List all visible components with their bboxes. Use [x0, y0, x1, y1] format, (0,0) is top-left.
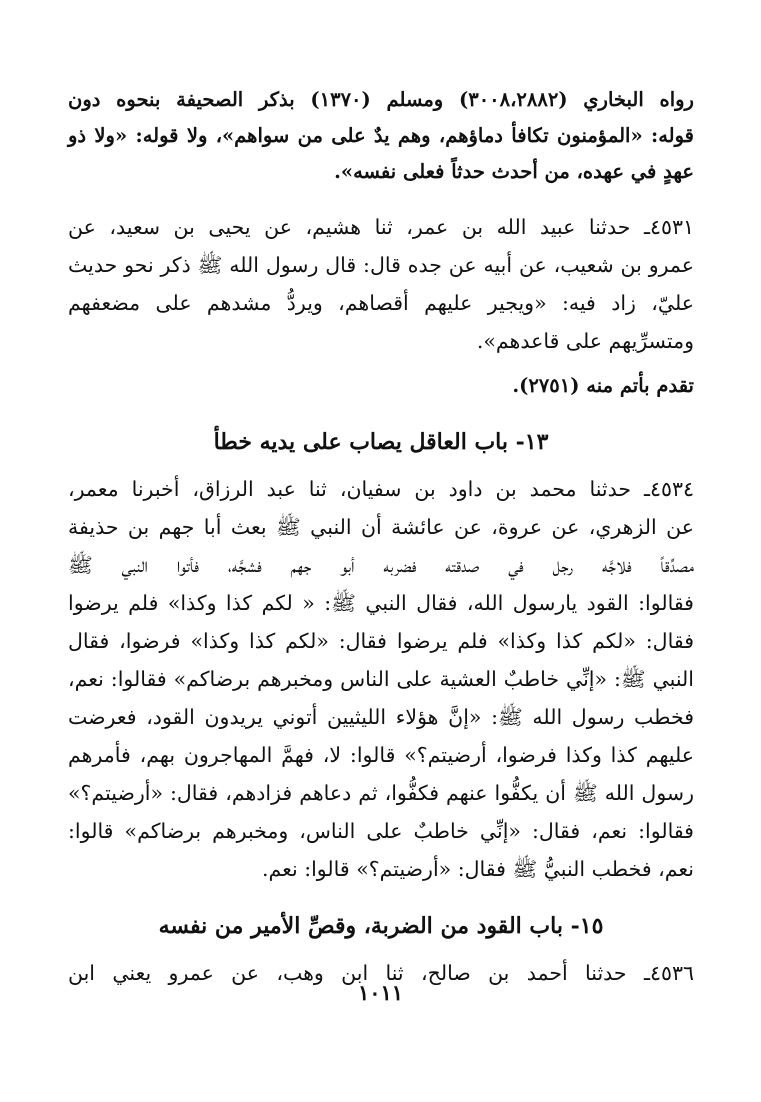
page-body	[68, 82, 694, 992]
text-line: عمرو بن شعيب، عن أبيه عن جده قال: قال رسول الله ﷺ ذكر نحو حديث	[68, 253, 694, 277]
text-line: رسول الله ﷺ أن يكفُّوا عنهم فكفُّوا، ثم دعاهم فزادهم، فقال: «أرضيتم؟»	[68, 781, 694, 805]
hadith-4531	[68, 208, 694, 360]
text-line: ٤٥٣٦ـ حدثنا أحمد بن صالح، ثنا ابن وهب، عن عمرو يعني ابن	[68, 961, 694, 985]
takhrij-note-2	[68, 368, 694, 404]
text-line: تقدم بأتم منه (٢٧٥١).	[512, 374, 694, 397]
text-line: ٤٥٣٤ـ حدثنا محمد بن داود بن سفيان، ثنا عبد الرزاق، أخبرنا معمر،	[68, 477, 694, 501]
text-line: قوله: «المؤمنون تكافأ دماؤهم، وهم يدٌ على من سواهم»، ولا قوله: «ولا ذو	[68, 124, 694, 147]
text-line: فقال: «لكم كذا وكذا» فلم يرضوا فقال: «لكم كذا وكذا» فرضوا، فقال	[68, 629, 694, 653]
text-line: مصدِّقاً فلاجَّه رجل في صدقته فضربه أبو جهم فشجَّه، فأتوا النبي ﷺ	[68, 553, 694, 577]
text-line: عليهم كذا وكذا فرضوا، أرضيتم؟» قالوا: لا، فهمَّ المهاجرون بهم، فأمرهم	[68, 743, 694, 767]
chapter-heading-13: ١٣- باب العاقل يصاب على يديه خطأ	[213, 429, 549, 455]
text-line: فقالوا: القود يارسول الله، فقال النبي ﷺ: « لكم كذا وكذا» فلم يرضوا	[68, 591, 694, 615]
text-line: عن الزهري، عن عروة، عن عائشة أن النبي ﷺ بعث أبا جهم بن حذيفة	[68, 515, 694, 539]
text-line: النبي ﷺ: «إنِّي خاطبٌ العشية على الناس ومخبرهم برضاكم» فقالوا: نعم،	[68, 667, 694, 691]
hadith-4534	[68, 470, 694, 888]
text-line: نعم، فخطب النبيُّ ﷺ فقال: «أرضيتم؟» قالوا: نعم.	[261, 857, 694, 881]
page-number: ١٠١١	[357, 980, 404, 1005]
text-line: عهدٍ في عهده، من أحدث حدثاً فعلى نفسه».	[334, 160, 694, 183]
text-line: ٤٥٣١ـ حدثنا عبيد الله بن عمر، ثنا هشيم، عن يحيى بن سعيد، عن	[68, 215, 694, 239]
text-line: فخطب رسول الله ﷺ: «إنَّ هؤلاء الليثيين أتوني يريدون القود، فعرضت	[68, 705, 694, 729]
chapter-heading-15: ١٥- باب القود من الضربة، وقصِّ الأمير من نفسه	[158, 913, 604, 939]
text-line: فقالوا: نعم، فقال: «إنِّي خاطبٌ على الناس، ومخبرهم برضاكم» قالوا:	[68, 819, 694, 843]
text-line: ومتسرِّيهم على قاعدهم».	[476, 329, 694, 353]
takhrij-note-1	[68, 82, 694, 190]
text-line: رواه البخاري (٣٠٠٨،٢٨٨٢) ومسلم (١٣٧٠) بذكر الصحيفة بنحوه دون	[68, 88, 694, 111]
text-line: عليّ، زاد فيه: «ويجير عليهم أقصاهم، ويردُّ مشدهم على مضعفهم	[68, 291, 694, 315]
